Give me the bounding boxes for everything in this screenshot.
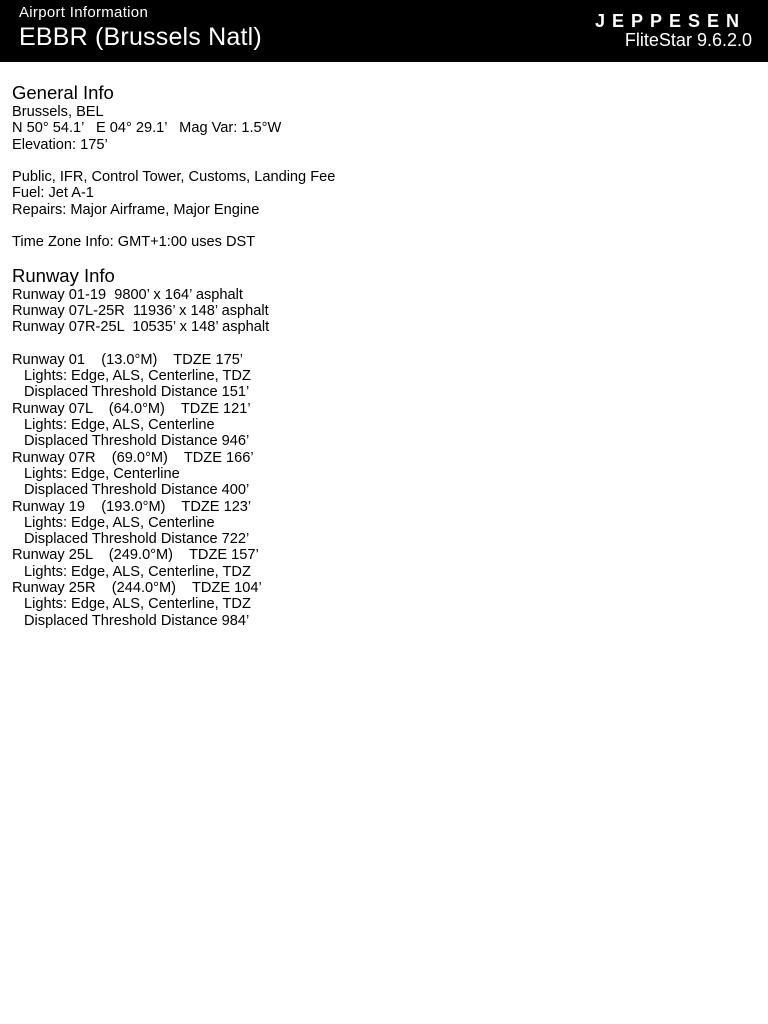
runway-lights: Lights: Edge, ALS, Centerline, TDZ	[24, 596, 251, 613]
app-version: FliteStar 9.6.2.0	[624, 30, 752, 50]
facilities-line: Public, IFR, Control Tower, Customs, Landing Fee	[12, 169, 336, 186]
coordinates-line: N 50° 54.1’ E 04° 29.1’ Mag Var: 1.5°W	[12, 120, 282, 137]
runway-detail-block	[12, 352, 752, 401]
elevation-line: Elevation: 175’	[12, 136, 108, 153]
spacer	[12, 218, 752, 234]
runway-displaced-threshold: Displaced Threshold Distance 151’	[24, 384, 250, 401]
timezone-line: Time Zone Info: GMT+1:00 uses DST	[12, 234, 256, 251]
header-bar	[0, 0, 768, 62]
spacer	[12, 153, 752, 169]
runway-lights: Lights: Edge, ALS, Centerline, TDZ	[24, 563, 251, 580]
runway-lights: Lights: Edge, ALS, Centerline	[24, 514, 215, 531]
runway-lights: Lights: Edge, Centerline	[24, 465, 180, 482]
runway-info-heading: Runway Info	[12, 264, 115, 286]
airport-title: EBBR (Brussels Natl)	[19, 23, 262, 51]
runway-header: Runway 25R (244.0°M) TDZE 104’	[12, 580, 262, 597]
runway-detail-block	[12, 401, 752, 450]
runway-detail-block	[12, 580, 752, 629]
runway-summary-line: Runway 07L-25R 11936’ x 148’ asphalt	[12, 302, 269, 319]
runway-header: Runway 07L (64.0°M) TDZE 121’	[12, 400, 251, 417]
runway-detail-block	[12, 499, 752, 548]
runway-lights: Lights: Edge, ALS, Centerline, TDZ	[24, 368, 251, 385]
brand-logo: JEPPESEN	[594, 11, 746, 31]
repairs-line: Repairs: Major Airframe, Major Engine	[12, 201, 260, 218]
location-line: Brussels, BEL	[12, 104, 104, 120]
runway-displaced-threshold: Displaced Threshold Distance 984’	[24, 612, 250, 629]
runway-displaced-threshold: Displaced Threshold Distance 946’	[24, 433, 250, 450]
runway-info-section	[12, 265, 752, 629]
runway-header: Runway 19 (193.0°M) TDZE 123’	[12, 498, 252, 515]
runway-header: Runway 07R (69.0°M) TDZE 166’	[12, 449, 254, 466]
general-info-section	[12, 82, 752, 251]
runway-lights: Lights: Edge, ALS, Centerline	[24, 417, 215, 434]
runway-summary-line: Runway 07R-25L 10535’ x 148’ asphalt	[12, 319, 270, 336]
spacer	[12, 336, 752, 352]
header-subtitle: Airport Information	[19, 4, 149, 21]
runway-summary-line: Runway 01-19 9800’ x 164’ asphalt	[12, 286, 243, 303]
runway-displaced-threshold: Displaced Threshold Distance 722’	[24, 531, 250, 548]
runway-detail-block	[12, 450, 752, 499]
runway-header: Runway 01 (13.0°M) TDZE 175’	[12, 351, 244, 368]
document-body	[12, 82, 752, 629]
runway-header: Runway 25L (249.0°M) TDZE 157’	[12, 547, 259, 564]
fuel-line: Fuel: Jet A-1	[12, 185, 94, 202]
general-info-heading: General Info	[12, 82, 114, 103]
runway-displaced-threshold: Displaced Threshold Distance 400’	[24, 482, 250, 499]
runway-detail-block	[12, 547, 752, 580]
